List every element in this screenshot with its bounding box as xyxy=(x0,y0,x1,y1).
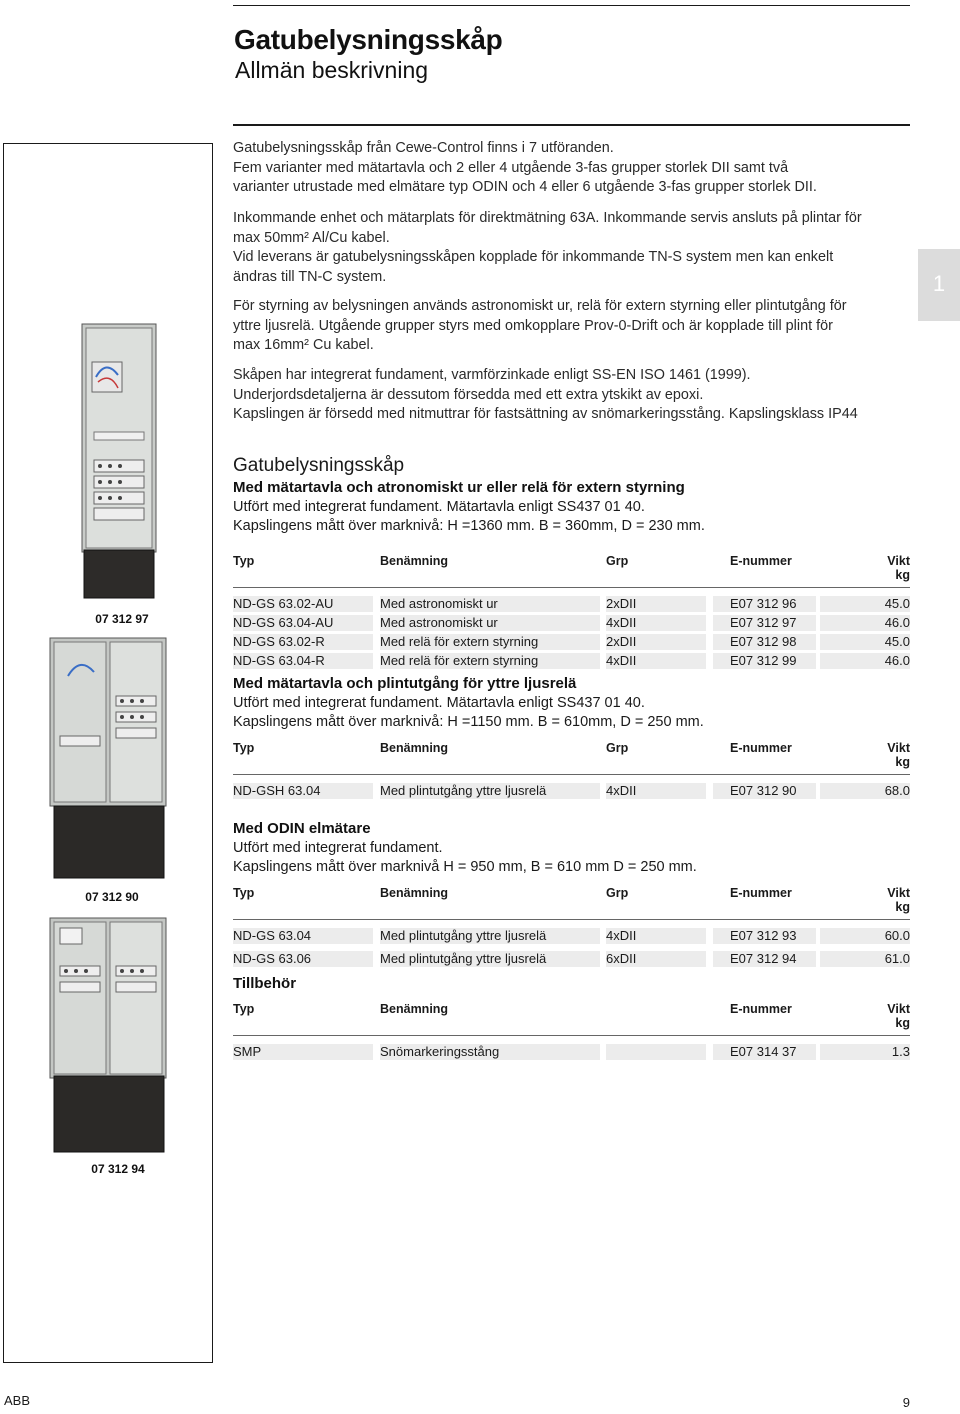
table-section4 xyxy=(233,1002,910,1061)
col-vikt-unit: kg xyxy=(895,900,910,914)
section2-line1: Utfört med integrerat fundament. Mätartavla enligt SS437 01 40. xyxy=(233,695,645,711)
caption-07-312-90: 07 312 90 xyxy=(85,890,139,904)
cell-vikt: 45.0 xyxy=(884,596,910,611)
cell-enummer: E07 312 99 xyxy=(730,653,797,668)
intro-line: ändras till TN-C system. xyxy=(233,268,387,285)
cell-typ: SMP xyxy=(233,1044,262,1059)
cell-vikt: 46.0 xyxy=(884,653,910,668)
section2-line2: Kapslingens mått över marknivå: H =1150 mm. B = 610mm, D = 250 mm. xyxy=(233,714,704,730)
col-grp: Grp xyxy=(606,554,629,568)
table-header xyxy=(233,741,910,775)
intro-line: Kapslingen är försedd med nitmuttrar för fastsättning av snömarkeringsstång. Kapslingsklass IP44 xyxy=(233,406,858,422)
table-section1 xyxy=(233,554,910,670)
col-enummer: E-nummer xyxy=(730,1002,792,1016)
section3-line2: Kapslingens mått över marknivå H = 950 mm, B = 610 mm D = 250 mm. xyxy=(233,859,697,875)
cell-grp: 4xDII xyxy=(606,928,637,943)
cell-grp: 2xDII xyxy=(606,634,637,649)
intro-line: varianter utrustade med elmätare typ ODIN och 4 eller 6 utgående 3-fas grupper storlek DII. xyxy=(233,179,817,195)
intro-block-4 xyxy=(233,366,913,425)
cell-benamning: Med plintutgång yttre ljusrelä xyxy=(380,928,547,943)
intro-line: Skåpen har integrerat fundament, varmförzinkade enligt SS-EN ISO 1461 (1999). xyxy=(233,367,751,383)
col-vikt xyxy=(887,886,910,914)
top-rule xyxy=(233,5,910,6)
cell-enummer: E07 314 37 xyxy=(730,1044,797,1059)
col-vikt-label: Vikt xyxy=(887,1002,910,1016)
cabinet-photo-07-312-90 xyxy=(48,636,170,886)
section1-line2: Kapslingens mått över marknivå: H =1360 mm. B = 360mm, D = 230 mm. xyxy=(233,518,705,534)
table-row xyxy=(233,632,910,651)
intro-block-2 xyxy=(233,209,913,287)
table-row xyxy=(233,1042,910,1061)
cell-enummer: E07 312 90 xyxy=(730,783,797,798)
table-row xyxy=(233,781,910,800)
cell-typ: ND-GS 63.06 xyxy=(233,951,312,966)
cell-typ: ND-GS 63.04 xyxy=(233,928,312,943)
col-vikt-unit: kg xyxy=(895,568,910,582)
cell-benamning: Med relä för extern styrning xyxy=(380,653,539,668)
table-header xyxy=(233,886,910,920)
table-row xyxy=(233,926,910,949)
col-grp: Grp xyxy=(606,741,629,755)
caption-07-312-94: 07 312 94 xyxy=(91,1162,145,1176)
brand-label: ABB xyxy=(4,1393,31,1408)
col-enummer: E-nummer xyxy=(730,741,792,755)
cell-grp: 4xDII xyxy=(606,653,637,668)
section1-line1: Utfört med integrerat fundament. Mätartavla enligt SS437 01 40. xyxy=(233,499,645,515)
cell-typ: ND-GS 63.02-R xyxy=(233,634,325,649)
cabinet-photo-07-312-94 xyxy=(48,916,170,1156)
chapter-tab xyxy=(918,249,960,321)
intro-line: Fem varianter med mätartavla och 2 eller 4 utgående 3-fas grupper storlek DII samt två xyxy=(233,159,789,176)
cabinet-photo-07-312-97 xyxy=(80,322,160,602)
col-enummer: E-nummer xyxy=(730,886,792,900)
cell-background xyxy=(606,1044,706,1060)
cell-vikt: 45.0 xyxy=(884,634,910,649)
col-typ: Typ xyxy=(233,1002,255,1016)
col-vikt-label: Vikt xyxy=(887,886,910,900)
col-benamning: Benämning xyxy=(380,1002,449,1016)
page-subtitle: Allmän beskrivning xyxy=(235,57,429,83)
cell-vikt: 61.0 xyxy=(884,951,910,966)
cell-typ: ND-GS 63.04-AU xyxy=(233,615,334,630)
col-benamning: Benämning xyxy=(380,741,449,755)
col-enummer: E-nummer xyxy=(730,554,792,568)
col-benamning: Benämning xyxy=(380,886,449,900)
cell-typ: ND-GS 63.04-R xyxy=(233,653,325,668)
col-vikt-label: Vikt xyxy=(887,741,910,755)
col-vikt-unit: kg xyxy=(895,1016,910,1030)
cell-enummer: E07 312 98 xyxy=(730,634,797,649)
table-section3 xyxy=(233,886,910,968)
col-vikt-label: Vikt xyxy=(887,554,910,568)
cell-vikt: 46.0 xyxy=(884,615,910,630)
table-row xyxy=(233,594,910,613)
cell-vikt: 1.3 xyxy=(891,1044,910,1059)
col-vikt xyxy=(887,741,910,769)
cell-benamning: Med astronomiskt ur xyxy=(380,596,498,611)
cell-benamning: Med plintutgång yttre ljusrelä xyxy=(380,951,547,966)
table-header xyxy=(233,554,910,588)
cell-grp: 2xDII xyxy=(606,596,637,611)
col-typ: Typ xyxy=(233,741,255,755)
cell-enummer: E07 312 94 xyxy=(730,951,797,966)
intro-line: Gatubelysningsskåp från Cewe-Control finns i 7 utföranden. xyxy=(233,140,614,156)
intro-block-1 xyxy=(233,139,913,198)
table-row xyxy=(233,949,910,968)
intro-line: max 50mm² Al/Cu kabel. xyxy=(233,229,390,246)
section2-subheading: Med mätartavla och plintutgång för yttre ljusrelä xyxy=(233,675,577,692)
intro-line: För styrning av belysningen används astronomiskt ur, relä för extern styrning eller plintutgång för xyxy=(233,298,847,314)
section-rule xyxy=(233,124,910,126)
table-row xyxy=(233,613,910,632)
intro-line: max 16mm² Cu kabel. xyxy=(233,337,374,353)
cell-enummer: E07 312 97 xyxy=(730,615,797,630)
table-row xyxy=(233,651,910,670)
cell-grp: 6xDII xyxy=(606,951,637,966)
cell-grp: 4xDII xyxy=(606,615,637,630)
cell-vikt: 60.0 xyxy=(884,928,910,943)
col-vikt xyxy=(887,1002,910,1030)
cell-benamning: Snömarkeringsstång xyxy=(380,1044,500,1059)
section-heading: Gatubelysningsskåp xyxy=(233,455,405,476)
intro-block-3 xyxy=(233,297,913,356)
table-header xyxy=(233,1002,910,1036)
col-benamning: Benämning xyxy=(380,554,449,568)
section3-line1: Utfört med integrerat fundament. xyxy=(233,840,443,856)
section4-subheading: Tillbehör xyxy=(233,975,297,992)
section3-subheading: Med ODIN elmätare xyxy=(233,820,371,837)
cell-vikt: 68.0 xyxy=(884,783,910,798)
intro-line: Inkommande enhet och mätarplats för direktmätning 63A. Inkommande servis ansluts på plintar för xyxy=(233,210,862,226)
caption-07-312-97: 07 312 97 xyxy=(95,612,149,626)
cell-grp: 4xDII xyxy=(606,783,637,798)
cell-typ: ND-GSH 63.04 xyxy=(233,783,321,798)
cell-enummer: E07 312 96 xyxy=(730,596,797,611)
cell-benamning: Med astronomiskt ur xyxy=(380,615,498,630)
intro-line: Vid leverans är gatubelysningsskåpen kopplade för inkommande TN-S system men kan enkelt xyxy=(233,249,834,265)
cell-enummer: E07 312 93 xyxy=(730,928,797,943)
col-typ: Typ xyxy=(233,886,255,900)
page-number: 9 xyxy=(902,1395,910,1410)
section1-subheading: Med mätartavla och atronomiskt ur eller relä för extern styrning xyxy=(233,479,685,496)
chapter-number: 1 xyxy=(932,271,946,296)
intro-line: Underjordsdetaljerna är dessutom försedda med ett extra ytskikt av epoxi. xyxy=(233,386,704,403)
col-vikt xyxy=(887,554,910,582)
page-title: Gatubelysningsskåp xyxy=(234,24,503,55)
col-typ: Typ xyxy=(233,554,255,568)
col-grp: Grp xyxy=(606,886,629,900)
intro-line: yttre ljusrelä. Utgående grupper styrs med omkopplare Prov-0-Drift och är kopplade till plint för xyxy=(233,317,833,334)
cell-benamning: Med plintutgång yttre ljusrelä xyxy=(380,783,547,798)
table-section2 xyxy=(233,741,910,800)
cell-typ: ND-GS 63.02-AU xyxy=(233,596,334,611)
cell-benamning: Med relä för extern styrning xyxy=(380,634,539,649)
col-vikt-unit: kg xyxy=(895,755,910,769)
